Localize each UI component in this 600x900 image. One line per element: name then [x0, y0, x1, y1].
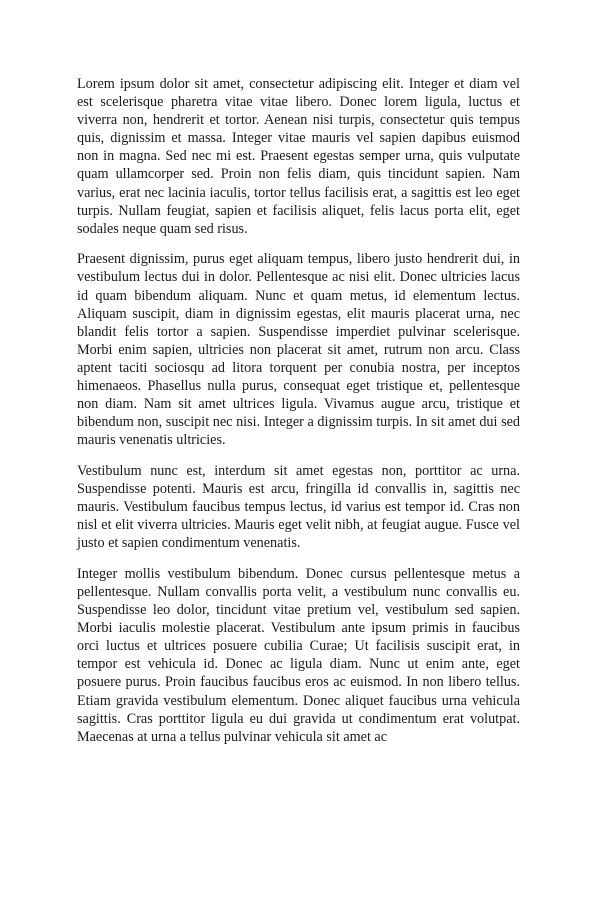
paragraph-4: Integer mollis vestibulum bibendum. Donec cursus pellentesque metus a pellentesque. Nullam convallis porta velit, a vestibulum nunc convallis eu. Suspendisse leo dolor, tincidunt vitae pretium vel, vestibulum sed sapien. Morbi iaculis molestie placerat. Vestibulum ante ipsum primis in faucibus orci luctus et ultrices posuere cubilia Curae; Ut facilisis suscipit erat, in tempor est vehicula id. Donec ac ligula diam. Nunc ut enim ante, eget posuere purus. Proin faucibus faucibus eros ac euismod. In non libero tellus. Etiam gravida vestibulum elementum. Donec aliquet faucibus urna vehicula sagittis. Cras porttitor ligula eu dui gravida ut condimentum erat volutpat. Maecenas at urna a tellus pulvinar vehicula sit amet ac [77, 565, 520, 745]
paragraph-2: Praesent dignissim, purus eget aliquam tempus, libero justo hendrerit dui, in vestibulum lectus dui in dolor. Pellentesque ac nisi elit. Donec ultricies lacus id quam bibendum aliquam. Nunc et quam metus, id elementum lectus. Aliquam suscipit, diam in dignissim egestas, elit mauris placerat urna, nec blandit felis tortor a sapien. Suspendisse imperdiet pulvinar scelerisque. Morbi enim sapien, ultricies non placerat sit amet, rutrum non arcu. Class aptent taciti sociosqu ad litora torquent per conubia nostra, per inceptos himenaeos. Phasellus nulla purus, consequat eget tristique et, pellentesque non diam. Nam sit amet ultrices ligula. Vivamus augue arcu, tristique et bibendum non, suscipit nec nisi. Integer a dignissim turpis. In sit amet dui sed mauris venenatis ultricies. [77, 251, 520, 449]
document-page [77, 75, 520, 758]
paragraph-1: Lorem ipsum dolor sit amet, consectetur adipiscing elit. Integer et diam vel est scelerisque pharetra vitae vitae libero. Donec lorem ligula, luctus et viverra non, hendrerit et tortor. Aenean nisi turpis, consectetur quis tempus quis, dignissim et massa. Integer vitae mauris vel sapien dapibus euismod non in magna. Sed nec mi est. Praesent egestas semper urna, quis vulputate quam ullamcorper sed. Proin non felis diam, quis tincidunt sapien. Nam varius, erat nec lacinia iaculis, tortor tellus facilisis erat, a sagittis est leo eget turpis. Nullam feugiat, sapien et facilisis aliquet, felis lacus porta elit, eget sodales neque quam sed risus. [77, 76, 520, 237]
paragraph-3: Vestibulum nunc est, interdum sit amet egestas non, porttitor ac urna. Suspendisse potenti. Mauris est arcu, fringilla id convallis in, sagittis nec mauris. Vestibulum faucibus tempus lectus, id varius est tempor id. Cras non nisl et elit viverra ultricies. Mauris eget velit nibh, at feugiat augue. Fusce vel justo et sapien condimentum venenatis. [77, 462, 520, 552]
